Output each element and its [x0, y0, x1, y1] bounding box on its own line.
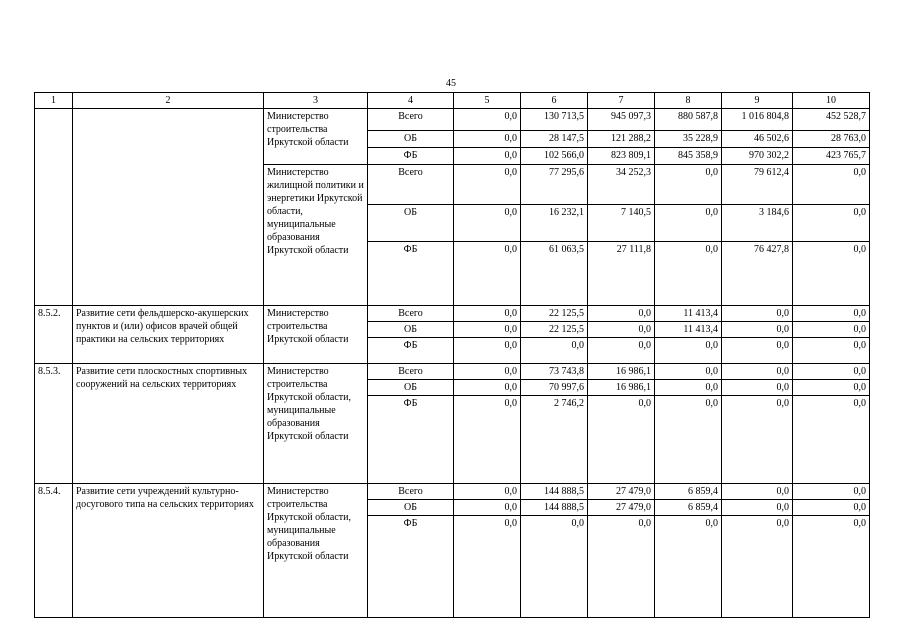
executor: Министерство строительства Иркутской области, муниципальные образования Иркутской области — [264, 364, 368, 484]
value-cell: 0,0 — [588, 322, 655, 338]
item-name: Развитие сети фельдшерско-акушерских пунктов и (или) офисов врачей общей практики на сельских территориях — [73, 306, 264, 364]
value-cell: 0,0 — [588, 338, 655, 364]
value-cell: 11 413,4 — [655, 306, 722, 322]
value-cell: 3 184,6 — [722, 205, 793, 242]
value-cell: 0,0 — [521, 516, 588, 618]
value-cell: 27 479,0 — [588, 484, 655, 500]
value-cell: 0,0 — [454, 380, 521, 396]
header-cell: 8 — [655, 93, 722, 109]
value-cell: 0,0 — [722, 516, 793, 618]
value-cell: 0,0 — [793, 322, 870, 338]
item-code: 8.5.2. — [35, 306, 73, 364]
value-cell: 0,0 — [655, 364, 722, 380]
header-cell: 9 — [722, 93, 793, 109]
item-code: 8.5.3. — [35, 364, 73, 484]
value-cell: 35 228,9 — [655, 131, 722, 148]
value-cell: 46 502,6 — [722, 131, 793, 148]
value-cell: 0,0 — [793, 165, 870, 205]
value-cell: 423 765,7 — [793, 148, 870, 165]
table-row — [35, 484, 870, 500]
value-cell: 34 252,3 — [588, 165, 655, 205]
value-cell: 0,0 — [722, 500, 793, 516]
value-cell: 0,0 — [588, 306, 655, 322]
value-cell: 0,0 — [655, 205, 722, 242]
value-cell: 0,0 — [793, 205, 870, 242]
funding-type: ФБ — [368, 242, 454, 306]
value-cell: 0,0 — [793, 364, 870, 380]
value-cell: 845 358,9 — [655, 148, 722, 165]
funding-type: ФБ — [368, 148, 454, 165]
value-cell: 27 479,0 — [588, 500, 655, 516]
header-cell: 7 — [588, 93, 655, 109]
header-cell: 2 — [73, 93, 264, 109]
value-cell: 22 125,5 — [521, 306, 588, 322]
value-cell: 0,0 — [655, 516, 722, 618]
funding-type: ОБ — [368, 205, 454, 242]
value-cell: 0,0 — [655, 165, 722, 205]
value-cell: 823 809,1 — [588, 148, 655, 165]
value-cell: 0,0 — [454, 148, 521, 165]
value-cell: 0,0 — [454, 500, 521, 516]
value-cell: 77 295,6 — [521, 165, 588, 205]
value-cell: 73 743,8 — [521, 364, 588, 380]
value-cell: 0,0 — [521, 338, 588, 364]
value-cell: 0,0 — [793, 242, 870, 306]
value-cell: 0,0 — [793, 484, 870, 500]
funding-type: ОБ — [368, 500, 454, 516]
value-cell: 0,0 — [454, 205, 521, 242]
value-cell: 16 232,1 — [521, 205, 588, 242]
value-cell: 0,0 — [793, 500, 870, 516]
funding-type: ОБ — [368, 131, 454, 148]
value-cell: 70 997,6 — [521, 380, 588, 396]
value-cell: 0,0 — [722, 380, 793, 396]
value-cell: 0,0 — [454, 109, 521, 131]
value-cell: 0,0 — [454, 131, 521, 148]
value-cell: 0,0 — [793, 338, 870, 364]
value-cell: 121 288,2 — [588, 131, 655, 148]
funding-type: ФБ — [368, 396, 454, 484]
funding-type: Всего — [368, 364, 454, 380]
funding-type: Всего — [368, 109, 454, 131]
value-cell: 1 016 804,8 — [722, 109, 793, 131]
header-cell: 10 — [793, 93, 870, 109]
header-cell: 6 — [521, 93, 588, 109]
executor: Министерство жилищной политики и энергетики Иркутской области, муниципальные образования Иркутской области — [264, 165, 368, 306]
executor: Министерство строительства Иркутской области — [264, 306, 368, 364]
value-cell: 0,0 — [655, 396, 722, 484]
item-name: Развитие сети плоскостных спортивных сооружений на сельских территориях — [73, 364, 264, 484]
value-cell: 970 302,2 — [722, 148, 793, 165]
header-cell: 3 — [264, 93, 368, 109]
value-cell: 79 612,4 — [722, 165, 793, 205]
value-cell: 144 888,5 — [521, 484, 588, 500]
value-cell: 6 859,4 — [655, 484, 722, 500]
page-number: 45 — [446, 78, 456, 89]
funding-type: ОБ — [368, 380, 454, 396]
executor: Министерство строительства Иркутской области — [264, 109, 368, 165]
value-cell: 0,0 — [722, 396, 793, 484]
funding-type: ФБ — [368, 516, 454, 618]
header-row — [35, 93, 870, 109]
value-cell: 0,0 — [722, 484, 793, 500]
value-cell: 28 147,5 — [521, 131, 588, 148]
value-cell: 0,0 — [588, 396, 655, 484]
value-cell: 16 986,1 — [588, 364, 655, 380]
item-code: 8.5.4. — [35, 484, 73, 618]
funding-type: Всего — [368, 165, 454, 205]
table-row — [35, 364, 870, 380]
value-cell: 452 528,7 — [793, 109, 870, 131]
item-name — [73, 109, 264, 306]
header-cell: 5 — [454, 93, 521, 109]
value-cell: 0,0 — [454, 322, 521, 338]
value-cell: 130 713,5 — [521, 109, 588, 131]
value-cell: 144 888,5 — [521, 500, 588, 516]
value-cell: 0,0 — [793, 516, 870, 618]
value-cell: 0,0 — [722, 322, 793, 338]
value-cell: 11 413,4 — [655, 322, 722, 338]
funding-type: Всего — [368, 484, 454, 500]
item-code — [35, 109, 73, 306]
value-cell: 945 097,3 — [588, 109, 655, 131]
value-cell: 0,0 — [722, 338, 793, 364]
funding-type: Всего — [368, 306, 454, 322]
value-cell: 0,0 — [454, 242, 521, 306]
value-cell: 0,0 — [454, 364, 521, 380]
value-cell: 22 125,5 — [521, 322, 588, 338]
value-cell: 0,0 — [722, 364, 793, 380]
item-name: Развитие сети учреждений культурно-досугового типа на сельских территориях — [73, 484, 264, 618]
value-cell: 6 859,4 — [655, 500, 722, 516]
value-cell: 0,0 — [655, 242, 722, 306]
funding-type: ОБ — [368, 322, 454, 338]
value-cell: 0,0 — [793, 306, 870, 322]
funding-type: ФБ — [368, 338, 454, 364]
value-cell: 0,0 — [454, 306, 521, 322]
value-cell: 76 427,8 — [722, 242, 793, 306]
value-cell: 7 140,5 — [588, 205, 655, 242]
value-cell: 0,0 — [793, 380, 870, 396]
value-cell: 0,0 — [588, 516, 655, 618]
value-cell: 0,0 — [722, 306, 793, 322]
header-cell: 4 — [368, 93, 454, 109]
value-cell: 0,0 — [454, 396, 521, 484]
value-cell: 0,0 — [454, 165, 521, 205]
value-cell: 0,0 — [454, 516, 521, 618]
value-cell: 2 746,2 — [521, 396, 588, 484]
value-cell: 0,0 — [655, 338, 722, 364]
value-cell: 28 763,0 — [793, 131, 870, 148]
value-cell: 27 111,8 — [588, 242, 655, 306]
value-cell: 16 986,1 — [588, 380, 655, 396]
value-cell: 0,0 — [454, 484, 521, 500]
value-cell: 0,0 — [454, 338, 521, 364]
budget-table — [34, 92, 870, 618]
value-cell: 61 063,5 — [521, 242, 588, 306]
value-cell: 0,0 — [655, 380, 722, 396]
value-cell: 102 566,0 — [521, 148, 588, 165]
value-cell: 0,0 — [793, 396, 870, 484]
table-row — [35, 306, 870, 322]
header-cell: 1 — [35, 93, 73, 109]
table-row — [35, 109, 870, 131]
value-cell: 880 587,8 — [655, 109, 722, 131]
executor: Министерство строительства Иркутской области, муниципальные образования Иркутской области — [264, 484, 368, 618]
